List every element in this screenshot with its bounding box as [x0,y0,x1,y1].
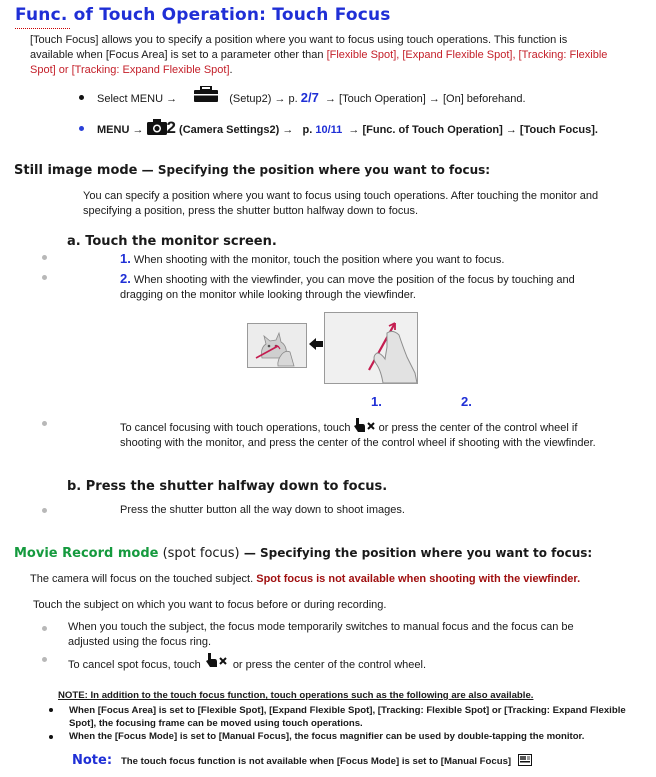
bullet [42,255,47,260]
menu-path-setup: Select MENU → (Setup2) → p. 2/7 → [Touch Operation] → [On] beforehand. [97,90,526,107]
note-footer: Note: The touch focus function is not available when [Focus Mode] is set to [Manual Focus] [72,751,532,769]
note-item-1: When [Focus Area] is set to [Flexible Spot], [Expand Flexible Spot], [Tracking: Flexible Spot] or [Tracking: Expand Flexible Spot], the focusing frame can be moved using touch operations. [69,705,626,729]
camera-icon [147,119,167,135]
movie-line-2: Touch the subject on which you want to focus before or during recording. [33,599,387,611]
bullet [49,735,53,739]
bullet [42,657,47,662]
bullet [42,626,47,631]
step-a-heading: a. Touch the monitor screen. [67,234,277,249]
page-title: Func. of Touch Operation: Touch Focus [15,5,391,25]
manual-focus-icon [518,753,532,765]
monitor-touch-illustration [247,323,307,368]
bullet [49,708,53,712]
menu-path-camera: MENU → 2 (Camera Settings2) → p. 10/11 → [Func. of Touch Operation] → [Touch Focus]. [97,118,598,137]
toolbox-icon [194,90,218,104]
note-heading: NOTE: In addition to the touch focus function, touch operations such as the following are also available. [58,690,534,701]
viewfinder-drag-illustration [324,312,418,384]
step-2: 2. When shooting with the viewfinder, you can move the position of the focus by touching and dragging on the monitor while looking through the viewfinder. [120,271,575,301]
touch-cancel-icon [204,653,230,665]
intro-paragraph: [Touch Focus] allows you to specify a position where you want to focus using touch operations. This function is available when [Focus Area] is set to a parameter other than [Flexible Spot], [Expand Flexible Spot], [Tracking: Flexible Spot] or [Tracking: Expand Flexible Spot]. [30,34,608,76]
movie-mode-heading: Movie Record mode (spot focus) — Specifying the position where you want to focus: [14,546,593,561]
movie-bullet-2: To cancel spot focus, touch or press the center of the control wheel. [68,653,426,673]
step-b-heading: b. Press the shutter halfway down to focus. [67,479,388,494]
cancel-instructions: To cancel focusing with touch operations, touch or press the center of the control wheel if shooting with the monitor, and press the center of the control wheel if shooting with the viewfinder. [120,418,645,451]
bullet [42,508,47,513]
bullet [42,421,47,426]
step-1: 1. When shooting with the monitor, touch the position where you want to focus. [120,251,505,266]
still-description: You can specify a position where you want to focus using touch operations. After touching the monitor and specifying a position, press the shutter button halfway down to focus. [83,190,599,217]
still-mode-heading: Still image mode — Specifying the position where you want to focus: [14,163,491,178]
spellcheck-underline [15,26,70,29]
bullet [79,95,84,100]
bullet [42,275,47,280]
movie-line-1: The camera will focus on the touched subject. Spot focus is not available when shooting with the viewfinder. [30,573,581,585]
figure-label-1: 1. [371,394,382,409]
figure-label-2: 2. [461,394,472,409]
bullet [79,126,84,131]
movie-bullet-1: When you touch the subject, the focus mode temporarily switches to manual focus and the focus can be adjusted using the focus ring. [68,621,574,648]
arrow-left-icon [309,337,323,355]
touch-cancel-icon [354,418,376,430]
step-b-text: Press the shutter button all the way down to shoot images. [120,504,405,516]
note-item-2: When the [Focus Mode] is set to [Manual Focus], the focus magnifier can be used by double-tapping the monitor. [69,731,585,742]
